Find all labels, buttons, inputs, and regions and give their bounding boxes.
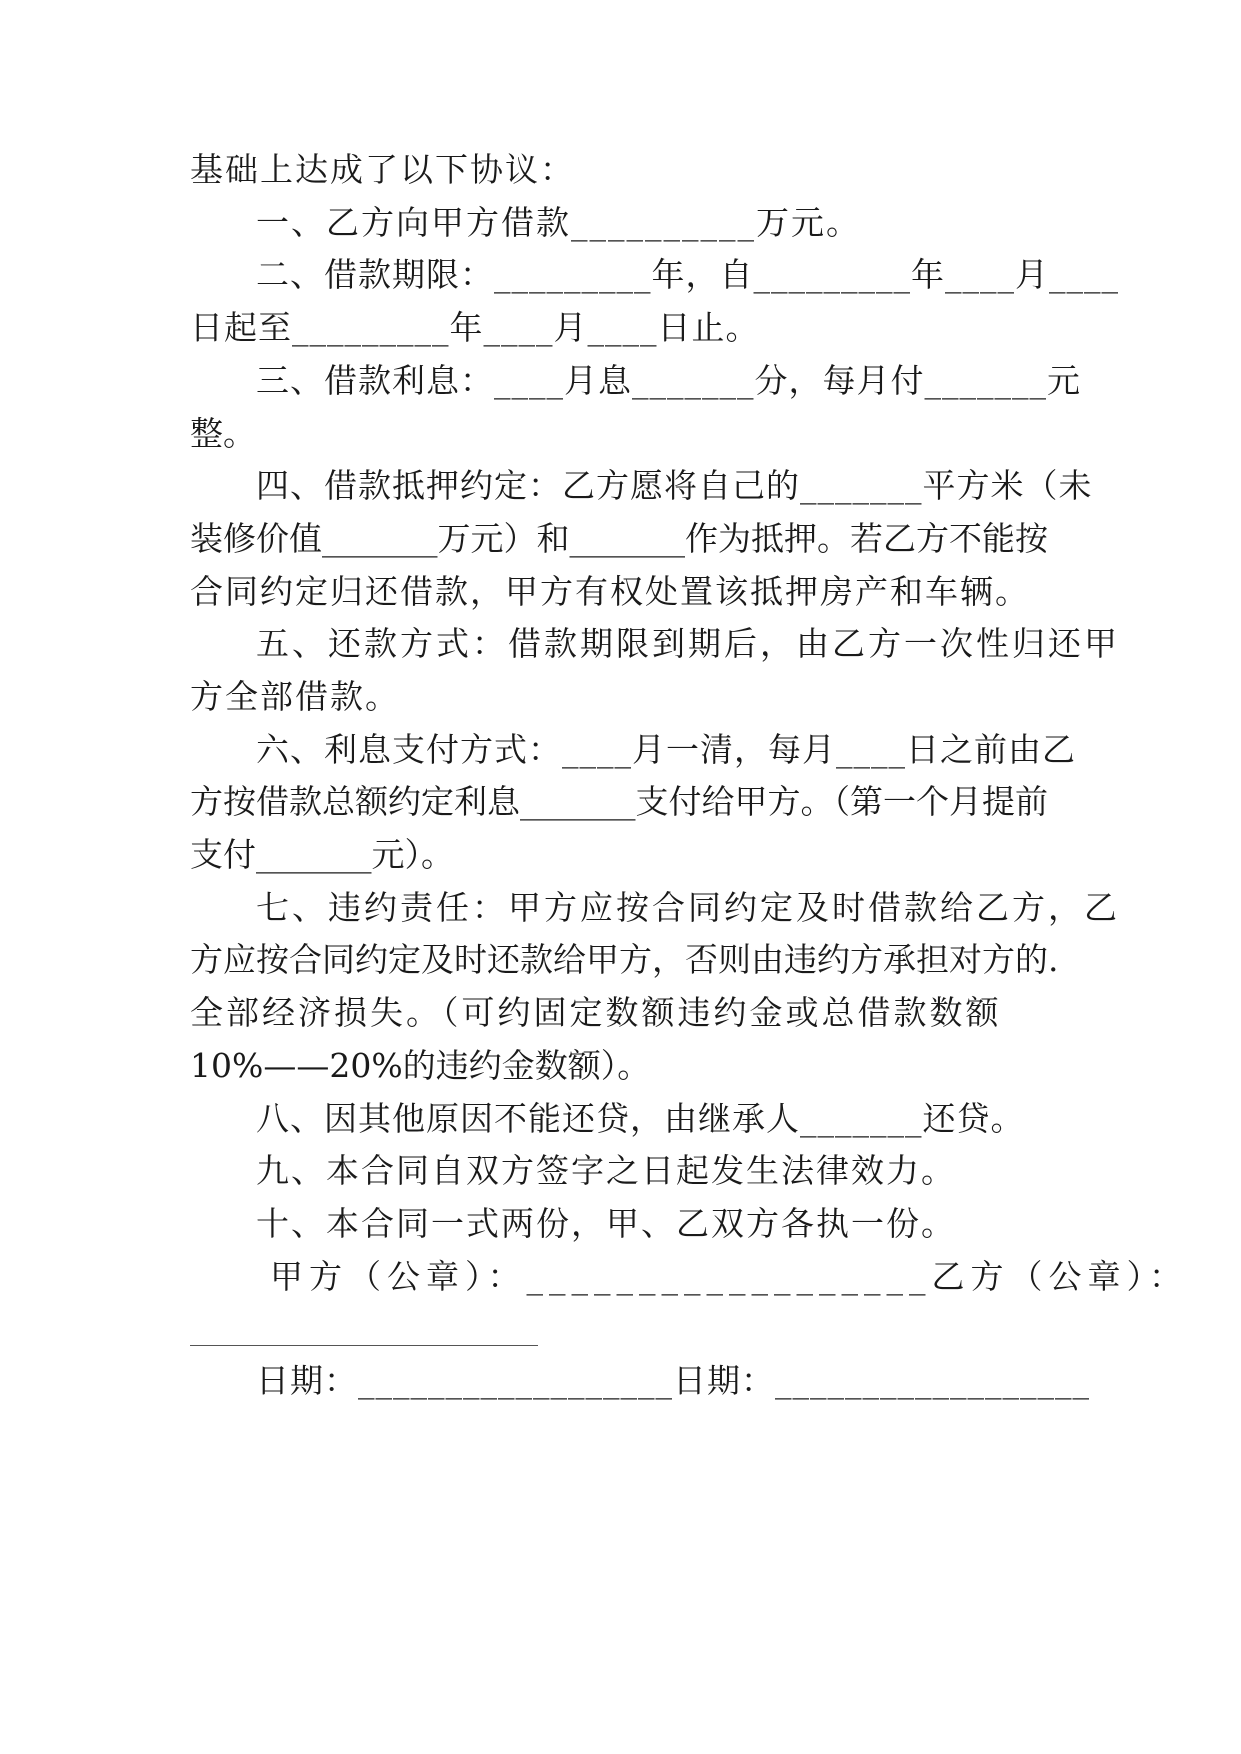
clause-7: 七、违约责任：甲方应按合同约定及时借款给乙方，乙	[256, 888, 1120, 927]
clause-2: 二、借款期限：_________年，自_________年____月____	[256, 255, 1119, 294]
text-line: 日起至_________年____月____日止。	[190, 308, 760, 347]
clause-5: 五、还款方式：借款期限到期后，由乙方一次性归还甲	[256, 624, 1120, 663]
text-line: 支付_______元）。	[190, 835, 454, 874]
clause-1: 一、乙方向甲方借款__________万元。	[256, 203, 861, 242]
signature-blank-continued	[190, 1345, 538, 1346]
date-line: 日期：__________________日期：__________________	[256, 1361, 1090, 1400]
text-line: 方按借款总额约定利息_______支付给甲方。（第一个月提前	[190, 782, 1048, 821]
clause-8: 八、因其他原因不能还贷，由继承人_______还贷。	[256, 1099, 1025, 1138]
text-line: 装修价值_______万元）和_______作为抵押。若乙方不能按	[190, 519, 1048, 558]
clause-10: 十、本合同一式两份，甲、乙双方各执一份。	[256, 1204, 956, 1243]
signature-party-line: 甲方（公章）：__________________乙方（公章）：	[270, 1257, 1188, 1296]
text-line: 全部经济损失。（可约固定数额违约金或总借款数额	[190, 993, 1002, 1032]
clause-3: 三、借款利息：____月息_______分，每月付_______元	[256, 361, 1081, 400]
clause-6: 六、利息支付方式：____月一清，每月____日之前由乙	[256, 730, 1076, 769]
text-line: 合同约定归还借款，甲方有权处置该抵押房产和车辆。	[190, 572, 1030, 611]
text-line: 10%——20%的违约金数额）。	[190, 1046, 651, 1085]
text-line: 整。	[190, 414, 256, 453]
text-line: 方全部借款。	[190, 677, 400, 716]
clause-9: 九、本合同自双方签字之日起发生法律效力。	[256, 1151, 956, 1190]
clause-4: 四、借款抵押约定：乙方愿将自己的_______平方米（未	[256, 466, 1093, 505]
text-line: 方应按合同约定及时还款给甲方，否则由违约方承担对方的.	[190, 940, 1059, 979]
text-line: 基础上达成了以下协议：	[190, 150, 575, 189]
